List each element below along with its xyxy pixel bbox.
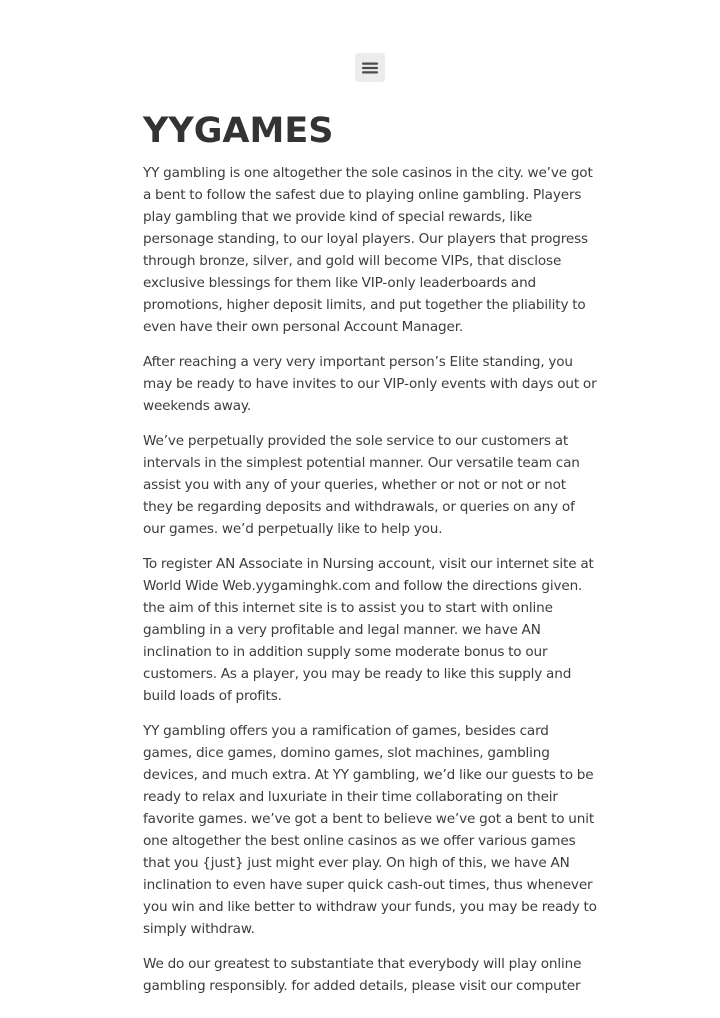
article-paragraph: We do our greatest to substantiate that everybody will play online gambling responsibly. for added details, please visit our computer	[143, 956, 582, 994]
article-content	[143, 108, 599, 1010]
hamburger-menu-icon	[361, 61, 379, 75]
article-paragraph: YY gambling is one altogether the sole casinos in the city. we’ve got a bent to follow the safest due to playing online gambling. Players play gambling that we provide kind of special rewards, like personage standing, to our loyal players. Our players that progress through bronze, silver, and gold will become VIPs, that disclose exclusive blessings for them like VIP-only leaderboards and promotions, higher deposit limits, and put together the pliability to even have their own personal Account Manager.	[143, 165, 593, 335]
page-title: YYGAMES	[143, 111, 334, 151]
article-paragraph: After reaching a very very important person’s Elite standing, you may be ready to have invites to our VIP-only events with days out or weekends away.	[143, 354, 597, 414]
article-paragraph: YY gambling offers you a ramification of games, besides card games, dice games, domino games, slot machines, gambling devices, and much extra. At YY gambling, we’d like our guests to be ready to relax and luxuriate in their time collaborating on their favorite games. we’ve got a bent to believe we’ve got a bent to unit one altogether the best online casinos as we offer various games that you {just} just might ever play. On high of this, we have AN inclination to even have super quick cash-out times, thus whenever you win and like better to withdraw your funds, you may be ready to simply withdraw.	[143, 723, 597, 937]
menu-toggle-button[interactable]	[355, 53, 385, 82]
article-paragraph: To register AN Associate in Nursing account, visit our internet site at World Wide Web.yygaminghk.com and follow the directions given. the aim of this internet site is to assist you to start with online gambling in a very profitable and legal manner. we have AN inclination to in addition supply some moderate bonus to our customers. As a player, you may be ready to like this supply and build loads of profits.	[143, 556, 594, 704]
article-paragraph: We’ve perpetually provided the sole service to our customers at intervals in the simplest potential manner. Our versatile team can assist you with any of your queries, whether or not or not or not they be regarding deposits and withdrawals, or queries on any of our games. we’d perpetually like to help you.	[143, 433, 580, 537]
